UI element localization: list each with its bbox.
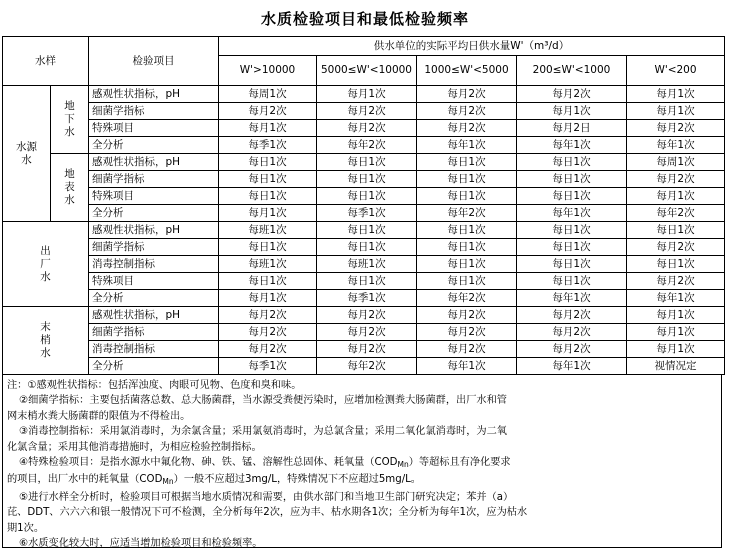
freq-cell: 每月2次 <box>517 307 627 324</box>
note-2a: ②细菌学指标：主要包括菌落总数、总大肠菌群，当水源受粪便污染时，应增加检测粪大肠菌群，出厂水和管 <box>19 395 507 407</box>
freq-cell: 每月1次 <box>627 307 725 324</box>
group-groundwater-label: 地下水 <box>64 100 75 138</box>
item-cell: 感观性状指标，pH <box>89 222 219 239</box>
item-cell: 特殊项目 <box>89 188 219 205</box>
freq-cell: 每年2次 <box>627 205 725 222</box>
freq-cell: 每日1次 <box>317 239 417 256</box>
freq-cell: 每年1次 <box>627 137 725 154</box>
freq-cell: 每月1次 <box>627 324 725 341</box>
freq-cell: 每周1次 <box>627 154 725 171</box>
group-groundwater <box>51 86 89 154</box>
note-1: 注：①感观性状指标：包括浑浊度、肉眼可见物、色度和臭和味。 <box>7 380 302 391</box>
header-test-item: 检验项目 <box>89 37 219 86</box>
group-tap-water-label: 末梢水 <box>40 321 51 359</box>
note-4b-post: ）一般不应超过3mg/L，特殊情况下不应超过5mg/L。 <box>173 474 421 486</box>
group-source-water-label: 水源水 <box>16 140 37 166</box>
freq-cell: 每月2次 <box>627 239 725 256</box>
freq-cell: 每月2次 <box>627 273 725 290</box>
freq-cell: 每日1次 <box>219 171 317 188</box>
freq-cell: 每月2次 <box>219 324 317 341</box>
freq-cell: 每季1次 <box>219 137 317 154</box>
freq-cell: 每年2次 <box>417 290 517 307</box>
freq-cell: 每日1次 <box>627 256 725 273</box>
freq-cell: 每年1次 <box>517 137 627 154</box>
note-6: ⑥水质变化较大时，应适当增加检验项目和检验频率。 <box>19 538 263 550</box>
freq-cell: 每日1次 <box>317 171 417 188</box>
freq-cell: 每年1次 <box>517 205 627 222</box>
note-3b: 化氯含量；采用其他消毒措施时，为相应检验控制指标。 <box>7 441 262 453</box>
freq-cell: 每日1次 <box>517 171 627 188</box>
freq-cell: 每年2次 <box>317 137 417 154</box>
freq-cell: 视情况定 <box>627 358 725 375</box>
note-4b <box>7 472 717 489</box>
note-4a-sub: Mn <box>397 460 409 470</box>
note-4b-pre: 的项目，出厂水中的耗氧量（COD <box>7 474 163 486</box>
freq-cell: 每月2次 <box>517 86 627 103</box>
freq-cell: 每季1次 <box>317 290 417 307</box>
header-supply-volume: 供水单位的实际平均日供水量W'（m³/d） <box>219 37 725 56</box>
note-2b: 网末梢水粪大肠菌群的限值为不得检出。 <box>7 410 191 422</box>
freq-cell: 每月2次 <box>517 324 627 341</box>
freq-cell: 每月1次 <box>627 188 725 205</box>
item-cell: 特殊项目 <box>89 273 219 290</box>
freq-cell: 每月2次 <box>317 120 417 137</box>
freq-cell: 每日1次 <box>517 154 627 171</box>
freq-cell: 每月2次 <box>219 341 317 358</box>
freq-cell: 每日1次 <box>627 222 725 239</box>
freq-cell: 每月1次 <box>219 120 317 137</box>
freq-cell: 每月2日 <box>517 120 627 137</box>
freq-cell: 每月2次 <box>317 307 417 324</box>
freq-cell: 每日1次 <box>417 222 517 239</box>
document-title: 水质检验项目和最低检验频率 <box>260 10 469 28</box>
group-source-water <box>3 86 51 222</box>
group-outlet-water-label: 出厂水 <box>40 244 51 283</box>
item-cell: 细菌学指标 <box>89 239 219 256</box>
item-cell: 感观性状指标，pH <box>89 307 219 324</box>
tier-header: 200≤W'<1000 <box>517 56 627 86</box>
freq-cell: 每月2次 <box>417 103 517 120</box>
freq-cell: 每月2次 <box>517 341 627 358</box>
note-4b-sub: Mn <box>162 477 174 487</box>
freq-cell: 每月2次 <box>627 171 725 188</box>
freq-cell: 每日1次 <box>219 239 317 256</box>
freq-cell: 每月2次 <box>317 103 417 120</box>
freq-cell: 每日1次 <box>219 188 317 205</box>
note-4a-pre: ④特殊检验项目：是指水源水中氟化物、砷、铁、锰、溶解性总固体、耗氧量（COD <box>19 457 398 469</box>
freq-cell: 每季1次 <box>317 205 417 222</box>
note-4a-post: ）等超标且有净化要求 <box>408 457 511 469</box>
freq-cell: 每日1次 <box>317 222 417 239</box>
note-5b: 芘、DDT、六六六和银一般情况下可不检测，全分析每年2次，应为丰、枯水期各1次；全分析为每年1次，应为枯水 <box>7 507 528 519</box>
freq-cell: 每日1次 <box>317 273 417 290</box>
item-cell: 全分析 <box>89 205 219 222</box>
freq-cell: 每日1次 <box>219 154 317 171</box>
item-cell: 特殊项目 <box>89 120 219 137</box>
freq-cell: 每日1次 <box>517 222 627 239</box>
freq-cell: 每月2次 <box>417 86 517 103</box>
freq-cell: 每月1次 <box>317 86 417 103</box>
tier-header: W'>10000 <box>219 56 317 86</box>
freq-cell: 每日1次 <box>317 154 417 171</box>
freq-cell: 每日1次 <box>517 188 627 205</box>
freq-cell: 每月1次 <box>219 205 317 222</box>
freq-cell: 每日1次 <box>517 273 627 290</box>
freq-cell: 每日1次 <box>417 273 517 290</box>
freq-cell: 每月1次 <box>627 341 725 358</box>
tier-header: W'<200 <box>627 56 725 86</box>
tier-header: 5000≤W'<10000 <box>317 56 417 86</box>
item-cell: 细菌学指标 <box>89 103 219 120</box>
freq-cell: 每月2次 <box>417 307 517 324</box>
freq-cell: 每月1次 <box>627 103 725 120</box>
freq-cell: 每年1次 <box>417 137 517 154</box>
freq-cell: 每月1次 <box>627 86 725 103</box>
freq-cell: 每日1次 <box>417 171 517 188</box>
freq-cell: 每月2次 <box>417 324 517 341</box>
item-cell: 消毒控制指标 <box>89 341 219 358</box>
item-cell: 全分析 <box>89 290 219 307</box>
item-cell: 感观性状指标，pH <box>89 154 219 171</box>
group-surface-water-label: 地表水 <box>64 168 75 206</box>
freq-cell: 每班1次 <box>317 256 417 273</box>
freq-cell: 每日1次 <box>317 188 417 205</box>
freq-cell: 每年1次 <box>517 358 627 375</box>
item-cell: 消毒控制指标 <box>89 256 219 273</box>
notes-box <box>2 374 722 548</box>
freq-cell: 每月2次 <box>317 341 417 358</box>
freq-cell: 每年2次 <box>417 205 517 222</box>
item-cell: 全分析 <box>89 358 219 375</box>
freq-cell: 每月2次 <box>417 341 517 358</box>
freq-cell: 每日1次 <box>517 239 627 256</box>
freq-cell: 每月2次 <box>219 307 317 324</box>
frequency-table <box>2 36 725 375</box>
item-cell: 细菌学指标 <box>89 324 219 341</box>
freq-cell: 每季1次 <box>219 358 317 375</box>
freq-cell: 每年2次 <box>317 358 417 375</box>
note-3a: ③消毒控制指标：采用氯消毒时，为余氯含量；采用氯氨消毒时，为总氯含量；采用二氧化氯消毒时，为二氧 <box>19 426 507 438</box>
freq-cell: 每年1次 <box>627 290 725 307</box>
freq-cell: 每日1次 <box>417 154 517 171</box>
header-water-sample: 水样 <box>3 37 89 86</box>
freq-cell: 每周1次 <box>219 86 317 103</box>
frequency-table-sheet <box>2 36 724 550</box>
freq-cell: 每年1次 <box>417 358 517 375</box>
freq-cell: 每日1次 <box>417 188 517 205</box>
freq-cell: 每班1次 <box>219 222 317 239</box>
tier-header: 1000≤W'<5000 <box>417 56 517 86</box>
freq-cell: 每月1次 <box>219 290 317 307</box>
group-outlet-water <box>3 222 89 307</box>
freq-cell: 每班1次 <box>219 256 317 273</box>
note-5a: ⑤进行水样全分析时，检验项目可根据当地水质情况和需要，由供水部门和当地卫生部门研究决定；苯并（a） <box>19 491 514 503</box>
note-4a <box>7 455 717 472</box>
group-tap-water <box>3 307 89 375</box>
note-5c: 期1次。 <box>7 522 45 534</box>
item-cell: 细菌学指标 <box>89 171 219 188</box>
freq-cell: 每日1次 <box>517 256 627 273</box>
group-surface-water <box>51 154 89 222</box>
freq-cell: 每月2次 <box>627 120 725 137</box>
item-cell: 全分析 <box>89 137 219 154</box>
item-cell: 感观性状指标，pH <box>89 86 219 103</box>
freq-cell: 每月2次 <box>317 324 417 341</box>
freq-cell: 每月1次 <box>517 103 627 120</box>
freq-cell: 每月2次 <box>219 103 317 120</box>
freq-cell: 每日1次 <box>219 273 317 290</box>
freq-cell: 每年1次 <box>517 290 627 307</box>
freq-cell: 每日1次 <box>417 256 517 273</box>
freq-cell: 每日1次 <box>417 239 517 256</box>
freq-cell: 每月2次 <box>417 120 517 137</box>
